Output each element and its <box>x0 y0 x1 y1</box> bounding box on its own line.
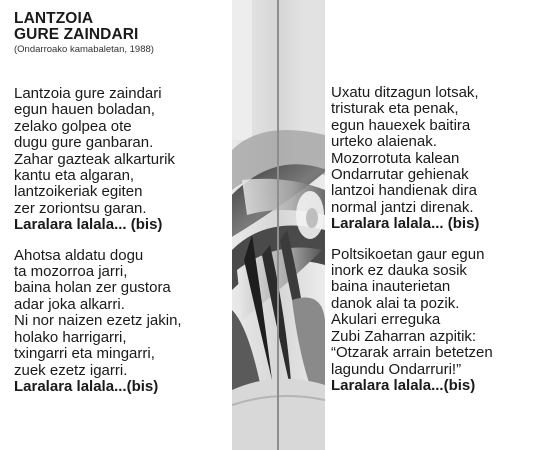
chorus-line: Laralara lalala... (bis) <box>14 216 163 234</box>
verse-line: baina holan zer gustora <box>14 279 171 297</box>
verse-line: zer zoriontsu garan. <box>14 199 147 217</box>
song-subtitle: (Ondarroako kamabaletan, 1988) <box>14 44 154 55</box>
verse-line: egun hauen boladan, <box>14 101 155 119</box>
verse-line: normal jantzi direnak. <box>331 198 474 216</box>
verse-line: egun hauexek baitira <box>331 116 471 134</box>
verse-line: adar joka alkarri. <box>14 295 125 313</box>
verse-line: Poltsikoetan gaur egun <box>331 245 485 263</box>
verse-line: txingarri eta mingarri, <box>14 345 155 363</box>
verse-line: Ahotsa aldatu dogu <box>14 246 144 264</box>
verse-line: zelako golpea ote <box>14 117 132 135</box>
verse-line: dugu gure ganbaran. <box>14 134 154 152</box>
verse-line: Uxatu ditzagun lotsak, <box>331 84 479 101</box>
left-column <box>14 86 234 409</box>
verse-line: Lantzoia gure zaindari <box>14 85 162 102</box>
right-column <box>331 85 541 408</box>
verse-line: kantu eta algaran, <box>14 167 135 185</box>
verse-line: Zubi Zaharran azpitik: <box>331 327 477 345</box>
stanza-right-2 <box>331 247 541 395</box>
verse-line: baina inauterietan <box>331 278 451 296</box>
verse-line: lantzoi handienak dira <box>331 182 477 200</box>
verse-line: lagundu Ondarruri!” <box>331 360 462 378</box>
verse-line: Zahar gazteak alkarturik <box>14 150 175 168</box>
verse-line: zuek ezetz igarri. <box>14 361 128 379</box>
verse-line: inork ez dauka sosik <box>331 262 467 280</box>
stanza-left-1 <box>14 86 234 234</box>
song-title-line2: GURE ZAINDARI <box>14 26 139 43</box>
song-title-line1: LANTZOIA <box>14 10 94 27</box>
chorus-line: Laralara lalala...(bis) <box>14 377 159 395</box>
verse-line: Akulari erreguka <box>331 311 441 329</box>
stanza-left-2 <box>14 248 234 396</box>
verse-line: Ni nor naizen ezetz jakin, <box>14 312 182 330</box>
title-block <box>14 11 229 55</box>
verse-line: holako harrigarri, <box>14 328 127 346</box>
stanza-right-1 <box>331 85 541 233</box>
verse-line: lantzoikeriak egiten <box>14 183 143 201</box>
verse-line: Mozorrotuta kalean <box>331 149 460 167</box>
fish-basket-photo <box>232 0 325 450</box>
verse-line: tristurak eta penak, <box>331 100 459 118</box>
chorus-line: Laralara lalala... (bis) <box>331 215 480 233</box>
chorus-line: Laralara lalala...(bis) <box>331 376 476 394</box>
verse-line: “Otzarak arrain betetzen <box>331 344 493 362</box>
verse-line: danok alai ta pozik. <box>331 294 460 312</box>
verse-line: ta mozorroa jarri, <box>14 263 128 281</box>
verse-line: urteko alaienak. <box>331 133 437 151</box>
verse-line: Ondarrutar gehienak <box>331 166 469 184</box>
